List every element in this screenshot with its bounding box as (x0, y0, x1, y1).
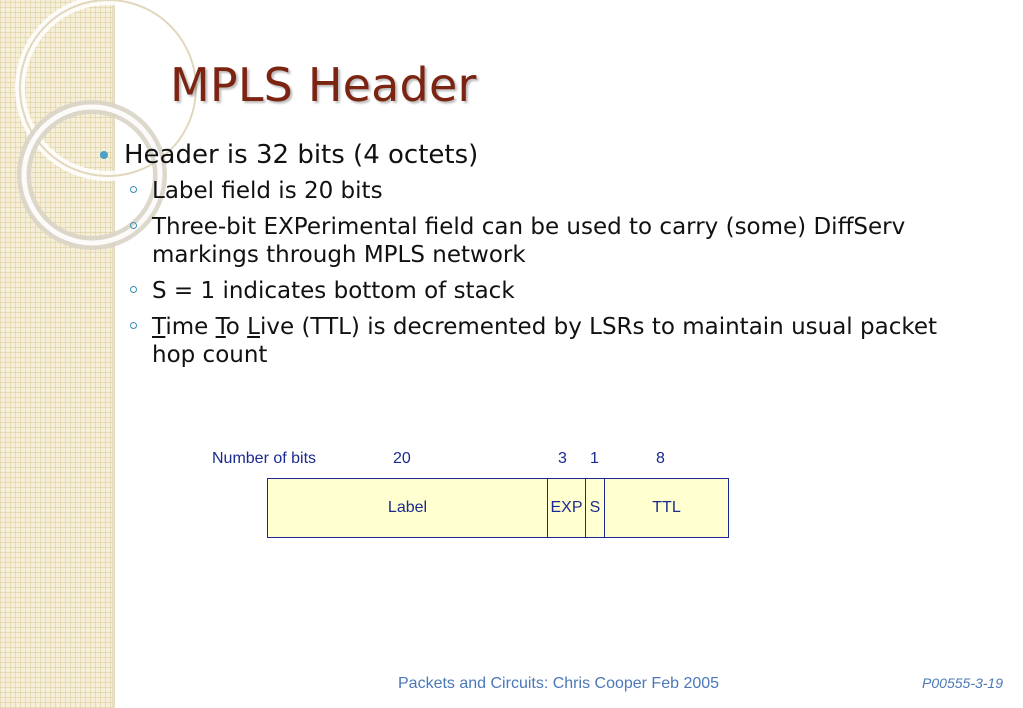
ring-bullet-icon (130, 286, 137, 293)
field-exp (547, 478, 586, 538)
subbullet-s-bit (100, 277, 942, 305)
field-ttl (604, 478, 729, 538)
ring-bullet-icon (130, 186, 137, 193)
subbullet-ttl (100, 313, 942, 369)
bits-header-label: Number of bits (212, 450, 317, 467)
bullet-text: Header is 32 bits (4 octets) (124, 140, 479, 170)
subbullet-text: Three-bit EXPerimental field can be used to carry (some) DiffServ markings through MPLS network (152, 214, 906, 268)
text-fragment: ive (TTL) is decremented by LSRs to maintain usual packet hop count (152, 314, 938, 368)
underlined-letter: T (152, 314, 166, 340)
slide-reference: P00555-3-19 (922, 675, 1003, 691)
underlined-letter: L (247, 314, 260, 340)
subbullet-text: Label field is 20 bits (152, 178, 383, 204)
field-label (267, 478, 548, 538)
slide-title: MPLS Header (170, 58, 477, 112)
bits-s: 1 (590, 450, 599, 467)
text-fragment: o (225, 314, 248, 340)
ring-bullet-icon (130, 222, 137, 229)
bits-label: 20 (393, 450, 411, 467)
bullet-header-size (100, 138, 980, 172)
bullet-list (100, 138, 980, 377)
field-s-name: S (589, 499, 601, 516)
bits-exp: 3 (558, 450, 567, 467)
field-exp-name: EXP (550, 499, 583, 516)
subbullet-text: S = 1 indicates bottom of stack (152, 278, 515, 304)
subbullet-label-field (100, 177, 942, 205)
subbullet-exp-field (100, 213, 942, 269)
text-fragment: ime (165, 314, 216, 340)
field-s (585, 478, 605, 538)
field-label-name: Label (387, 499, 428, 516)
field-ttl-name: TTL (652, 499, 681, 516)
underlined-letter: T (215, 314, 226, 340)
footer-text: Packets and Circuits: Chris Cooper Feb 2005 (398, 675, 720, 692)
bits-ttl: 8 (656, 450, 665, 467)
subbullet-text (152, 314, 937, 368)
bullet-dot-icon (100, 151, 108, 159)
ring-bullet-icon (130, 322, 137, 329)
